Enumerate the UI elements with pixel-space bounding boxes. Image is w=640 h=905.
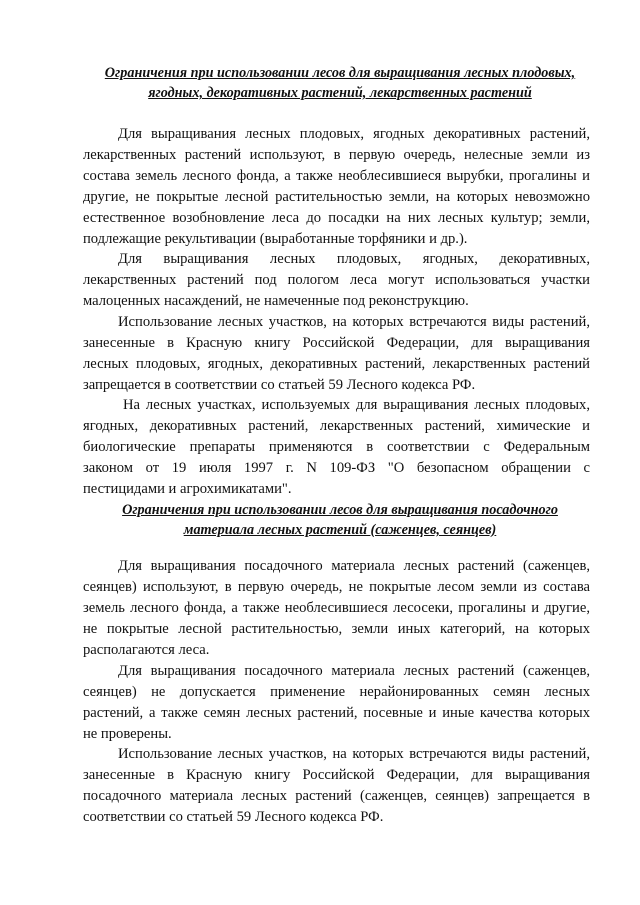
text-line: соответствии со статьей 59 Лесного кодекса РФ. <box>83 808 384 825</box>
section2-heading-line: Ограничения при использовании лесов для выращивания посадочного <box>122 502 558 518</box>
text-line: посадочного материала лесных растений (саженцев, сеянцев) запрещается в <box>83 787 590 804</box>
text-line: запрещается в соответствии со статьей 59 Лесного кодекса РФ. <box>83 376 476 393</box>
text-line: биологические препараты применяются в соответствии с Федеральным <box>83 438 590 455</box>
text-line: не покрытые лесной растительностью, земли иных категорий, на которых <box>83 620 590 637</box>
text-line: На лесных участках, используемых для выращивания лесных плодовых, <box>123 397 590 413</box>
text-line: растений, а также семян лесных растений, посевные и иные качества которых <box>83 704 590 721</box>
text-line: другие, не покрытые лесной растительностью земли, на которых невозможно <box>83 188 590 205</box>
section2-paragraph <box>83 661 590 745</box>
text-line: располагаются леса. <box>83 641 210 658</box>
section1-paragraph <box>83 312 590 396</box>
text-line: естественное возобновление леса до посадки на них лесных культур; земли, <box>83 209 590 226</box>
section1-paragraph <box>83 124 590 249</box>
section2-heading <box>90 500 590 540</box>
section2-paragraph <box>83 744 590 828</box>
text-line: лесных плодовых, ягодных, декоративных растений, лекарственных растений <box>83 355 590 372</box>
text-line: сеянцев) используют, в первую очередь, не покрытые лесом земли из состава <box>83 578 590 595</box>
text-line: сеянцев) не допускается применение нерайонированных семян лесных <box>83 683 590 700</box>
text-line: законом от 19 июля 1997 г. N 109-ФЗ "О безопасном обращении с <box>83 459 590 476</box>
text-line: Использование лесных участков, на которых встречаются виды растений, <box>118 314 590 330</box>
text-line: лекарственных растений под пологом леса могут использоваться участки <box>83 271 590 288</box>
text-line: подлежащие рекультивации (выработанные торфяники и др.). <box>83 230 468 247</box>
section1-heading <box>90 63 590 103</box>
text-line: пестицидами и агрохимикатами". <box>83 480 292 497</box>
section1-heading-line: ягодных, декоративных растений, лекарственных растений <box>148 85 532 101</box>
section1-heading-line: Ограничения при использовании лесов для выращивания лесных плодовых, <box>104 65 576 81</box>
text-line: Для выращивания лесных плодовых, ягодных декоративных растений, <box>118 126 590 142</box>
section1-paragraph <box>83 249 590 312</box>
text-line: Для выращивания посадочного материала лесных растений (саженцев, <box>118 663 590 679</box>
text-line: занесенные в Красную книгу Российской Федерации, для выращивания <box>83 766 590 783</box>
text-line: занесенные в Красную книгу Российской Федерации, для выращивания <box>83 334 590 351</box>
text-line: Использование лесных участков, на которых встречаются виды растений, <box>118 746 590 762</box>
text-line: лекарственных растений используют, в первую очередь, нелесные земли из <box>83 146 590 163</box>
text-line: земель лесного фонда, а также необлесившиеся лесосеки, прогалины и другие, <box>83 599 590 616</box>
text-line: Для выращивания посадочного материала лесных растений (саженцев, <box>118 558 590 574</box>
text-line: не проверены. <box>83 725 172 742</box>
text-line: малоценных насаждений, не намеченные под реконструкцию. <box>83 292 469 309</box>
section2-heading-line: материала лесных растений (саженцев, сеянцев) <box>183 522 497 538</box>
section2-paragraph <box>83 556 590 661</box>
text-line: состава земель лесного фонда, а также необлесившиеся вырубки, прогалины и <box>83 167 590 184</box>
text-line: Для выращивания лесных плодовых, ягодных, декоративных, <box>118 251 590 267</box>
text-line: ягодных, декоративных растений, лекарственных растений, химические и <box>83 417 590 434</box>
section1-paragraph <box>83 395 590 500</box>
